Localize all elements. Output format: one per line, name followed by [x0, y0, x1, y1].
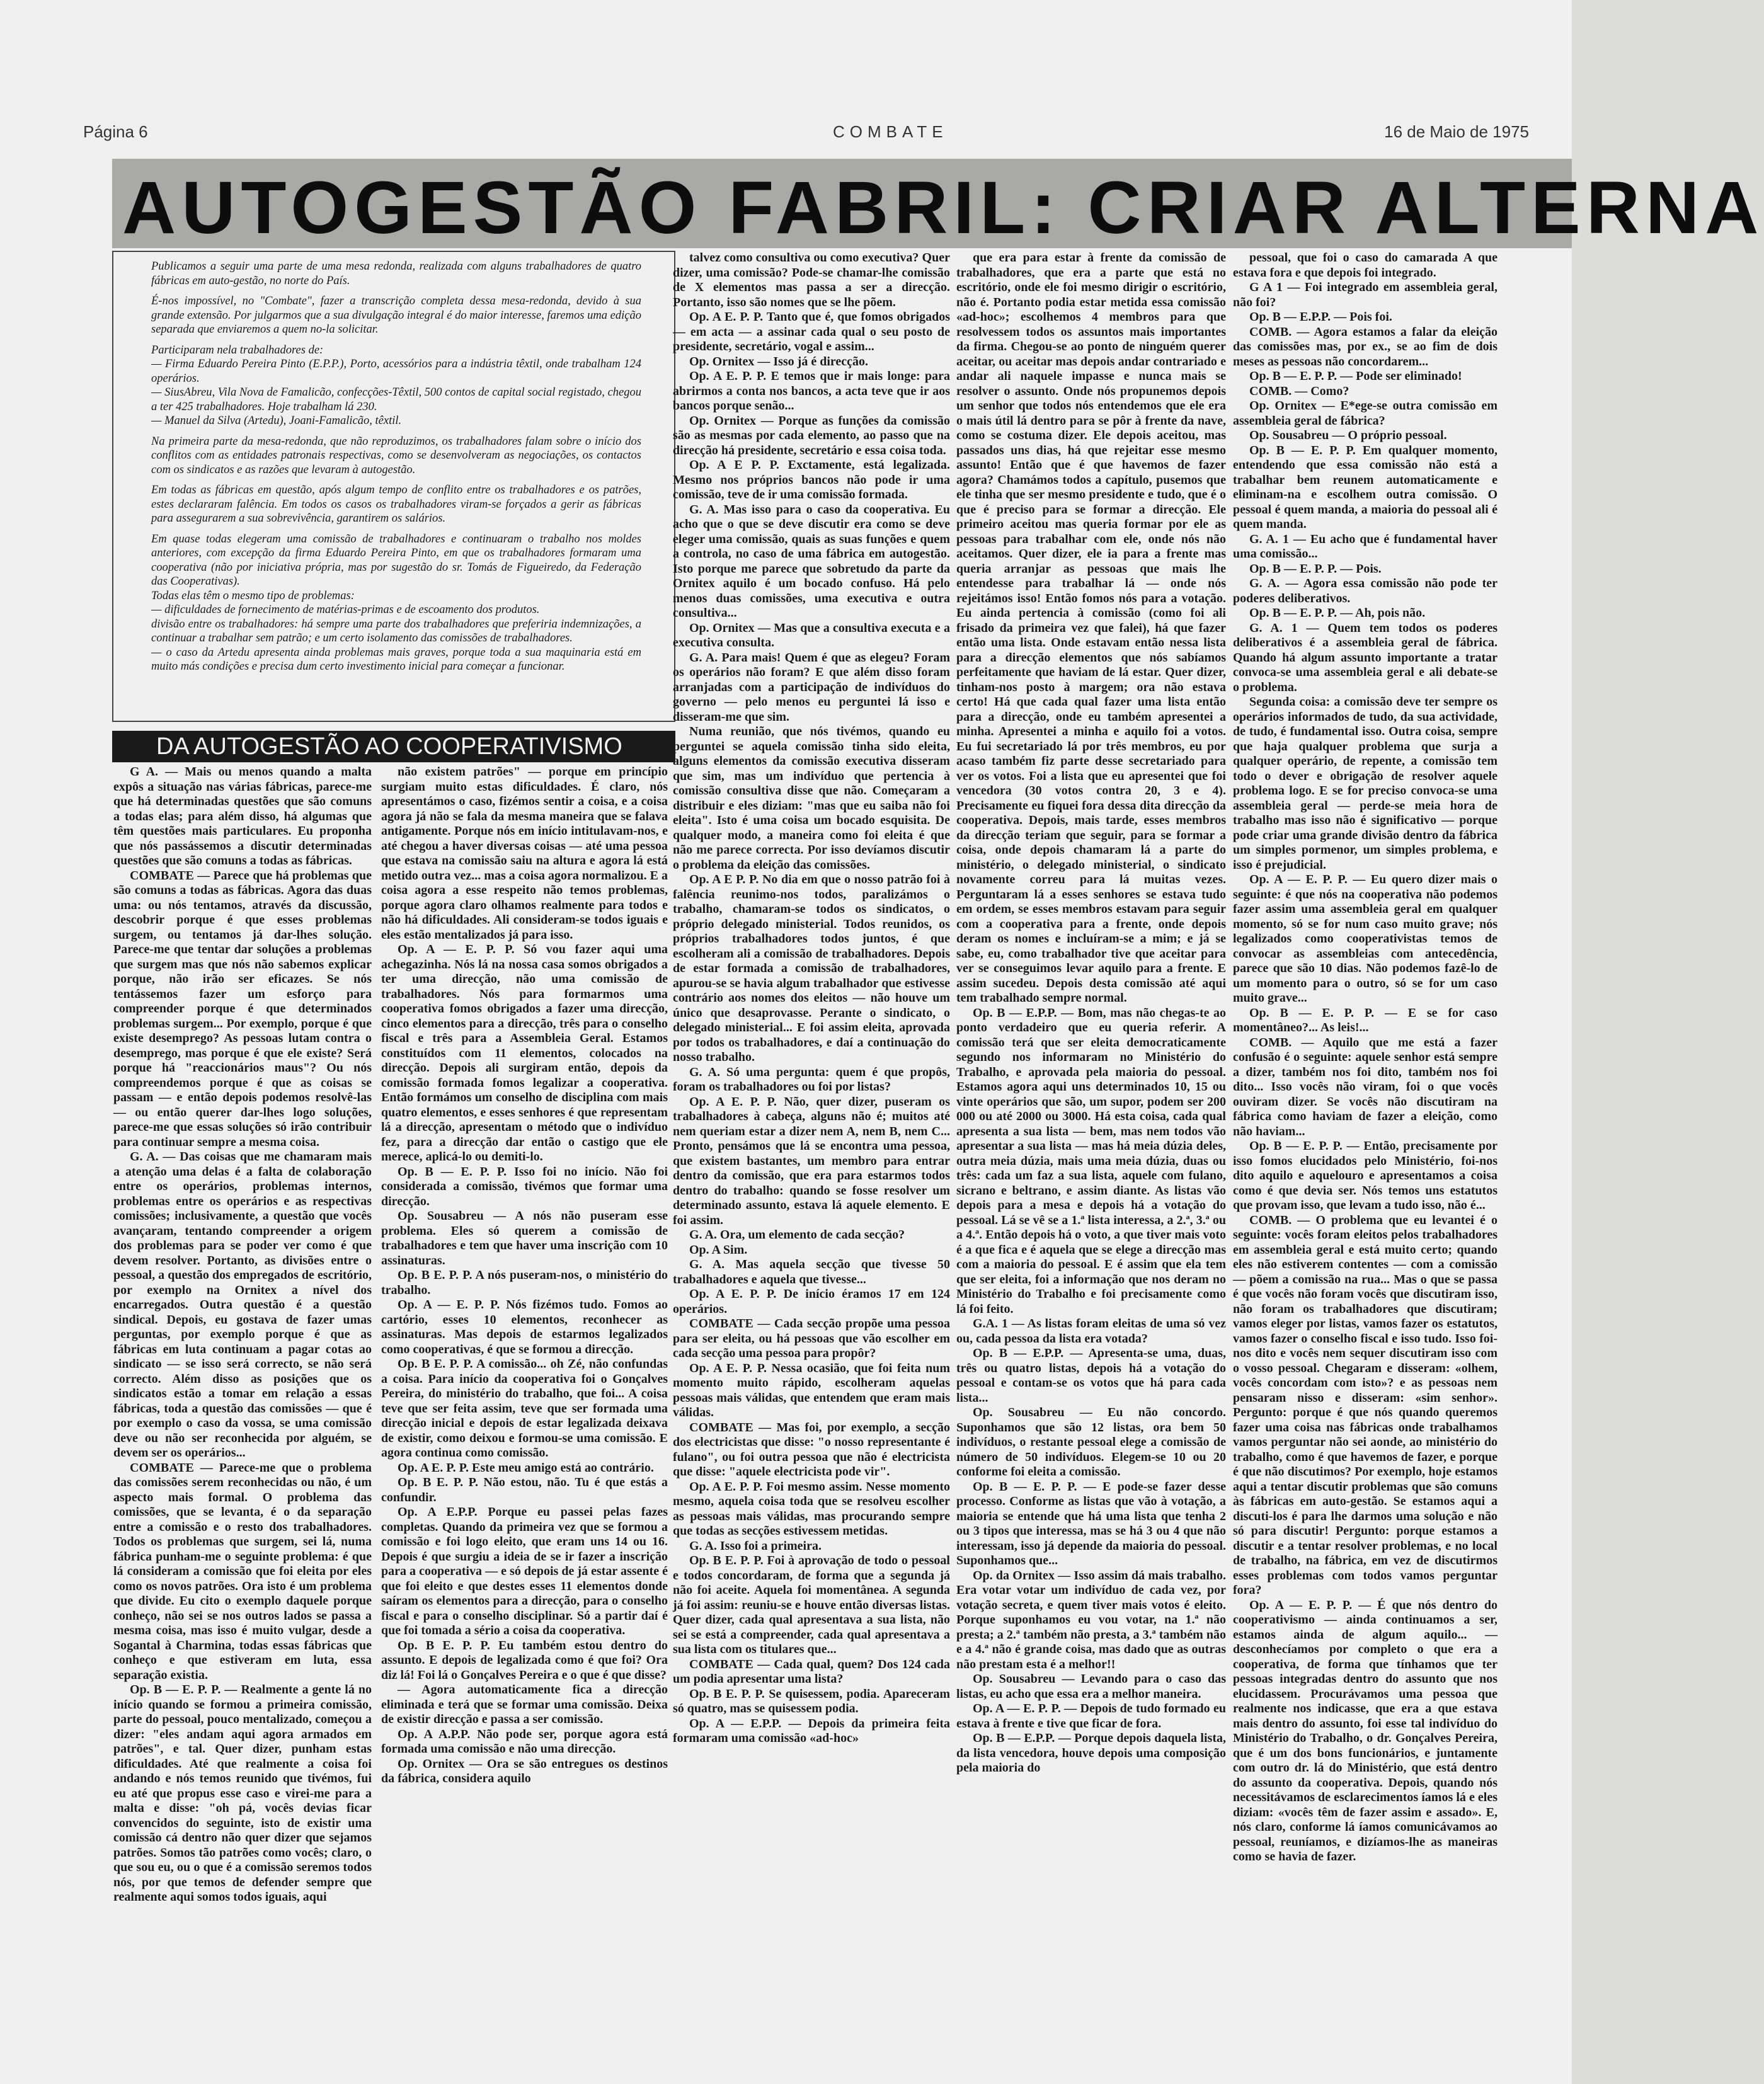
article-paragraph: G A 1 — Foi integrado em assembleia geral, não foi? — [1233, 280, 1498, 309]
intro-paragraph: — SiusAbreu, Vila Nova de Famalicão, confecções-Têxtil, 500 contos de capital social registado, chegou a ter 425 trabalhadores. Hoje trabalham lá 230. — [151, 386, 641, 413]
article-paragraph: Op. Ornitex — Porque as funções da comissão são as mesmas por cada elemento, ao passo que na direcção há presidente, secretário e essa coisa toda. — [673, 413, 950, 457]
article-paragraph: Op. A — E.P.P. — Depois da primeira feita formaram uma comissão «ad-hoc» — [673, 1716, 950, 1745]
intro-box — [112, 251, 675, 722]
article-paragraph: G. A. Ora, um elemento de cada secção? — [689, 1228, 905, 1242]
article-paragraph: Op. B E. P. P. A comissão... oh Zé, não confundas a coisa. Para início da cooperativa foi o Gonçalves Pereira, do ministério do trabalho, que foi... A coisa teve que ser feita assim, teve que ser formada uma direcção inicial e depois de estar legalizada deixava de existir, como deixou e formou-se uma comissão. E agora continua como comissão. — [381, 1357, 668, 1460]
article-column-5 — [1233, 251, 1498, 2027]
intro-paragraph: É-nos impossível, no "Combate", fazer a transcrição completa dessa mesa-redonda, devido à sua grande extensão. Por julgarmos que a sua divulgação integral é do maior interesse, faremos uma edição separada que enviaremos a quem no-la solicitar. — [151, 295, 641, 336]
article-paragraph: Op. Sousabreu — Levando para o caso das listas, eu acho que essa era a melhor maneira. — [956, 1672, 1226, 1701]
running-header — [83, 118, 1554, 144]
intro-paragraph: — o caso da Artedu apresenta ainda problemas mais graves, porque toda a sua maquinaria está em muito más condições e precisa dum certo investimento inicial para começar a funcionar. — [151, 646, 641, 673]
intro-paragraph: Na primeira parte da mesa-redonda, que não reproduzimos, os trabalhadores falam sobre o início dos conflitos com as entidades patronais respectivas, como se desenvolveram as negociações, os contactos com os sindicatos e as razões que levaram à autogestão. — [151, 435, 641, 476]
article-paragraph: Op. da Ornitex — Isso assim dá mais trabalho. Era votar votar um indivíduo de cada vez, por votação secreta, e quem tiver mais votos é eleito. Porque suponhamos eu vou votar, na 1.ª não presta; a 2.ª também não presta, a 3.ª também não e a 4.ª não é grande coisa, mas dado que as outras não prestam esta é a melhor!! — [956, 1568, 1226, 1671]
article-paragraph: G. A. Mas isso para o caso da cooperativa. Eu acho que o que se deve discutir era como se deve eleger uma comissão, quais as suas funções e quem a controla, no caso de uma fábrica em autogestão. Isto porque me parece que sobretudo da parte da Ornitex aquilo é um bocado confuso. Há pelo menos duas comissões, uma executiva e outra consultiva... — [673, 502, 950, 620]
article-paragraph: Op. Ornitex — Ora se são entregues os destinos da fábrica, considera aquilo — [381, 1756, 668, 1785]
article-paragraph: Segunda coisa: a comissão deve ter sempre os operários informados de tudo, da sua actividade, de tudo, é fundamental isso. Outra coisa, sempre que haja qualquer problema que surja a qualquer operário, de repente, a comissão tem todo o dever e obrigação de resolver aquele problema logo. E se for preciso convoca-se uma assembleia geral — perde-se meia hora de trabalho mas isso não é significativo — porque pode criar uma grande divisão dentro da fábrica um simples pormenor, um simples problema, e isso é prejudicial. — [1233, 695, 1498, 872]
section-heading: DA AUTOGESTÃO AO COOPERATIVISMO — [112, 731, 675, 762]
article-paragraph: Op. B — E. P. P. — Ah, pois não. — [1249, 606, 1426, 620]
article-paragraph: Op. B E. P. P. A nós puseram-nos, o ministério do trabalho. — [381, 1268, 668, 1297]
article-paragraph: Op. A A.P.P. Não pode ser, porque agora está formada uma comissão e não uma direcção. — [381, 1727, 668, 1756]
article-paragraph: G.A. 1 — As listas foram eleitas de uma só vez ou, cada pessoa da lista era votada? — [956, 1317, 1226, 1346]
article-paragraph: Op. A — E. P. P. — Eu quero dizer mais o seguinte: é que nós na cooperativa não podemos fazer assim uma assembleia geral em qualquer momento, só se for num caso muito grave; nós legalizados como cooperativistas temos de convocar as assembleias com antecedência, parece que são 10 dias. Não podemos fazê-lo de um momento para o outro, só se for um caso muito grave... — [1233, 873, 1498, 1005]
article-paragraph: Op. Ornitex — Isso já é direcção. — [689, 354, 869, 369]
article-paragraph: G. A. 1 — Quem tem todos os poderes deliberativos é a assembleia geral de fábrica. Quando há algum assunto importante a tratar convoca-se uma assembleia geral e ali debate-se o problema. — [1233, 621, 1498, 694]
article-paragraph: COMB. — Como? — [1249, 384, 1349, 398]
article-paragraph: Op. B — E. P. P. Isso foi no início. Não foi considerada a comissão, tivémos que formar uma direcção. — [381, 1164, 668, 1208]
article-paragraph: Op. B — E. P. P. — E pode-se fazer desse processo. Conforme as listas que vão à votação, a maioria se entende que há uma lista que tenha 2 ou 3 tipos que interessa, mas se há 3 ou 4 que não interessam, isso já depende da maioria do pessoal. Suponhamos que... — [956, 1479, 1226, 1567]
article-paragraph: Op. A E. P. P. E temos que ir mais longe: para abrirmos a conta nos bancos, a acta teve que ir aos bancos porque senão... — [673, 369, 950, 413]
article-paragraph: Op. B — E. P. P. — Pode ser eliminado! — [1249, 369, 1462, 383]
article-paragraph: Op. Sousabreu — O próprio pessoal. — [1249, 428, 1447, 442]
intro-paragraph: Em todas as fábricas em questão, após algum tempo de conflito entre os trabalhadores e os patrões, estes declararam falência. Em todos os casos os trabalhadores viram-se forçados a gerir as fábricas para assegurarem a sua sobrevivência, garantirem os salários. — [151, 484, 641, 525]
article-paragraph: Op. B — E. P. P. Em qualquer momento, entendendo que essa comissão não está a trabalhar bem reunem automaticamente e eliminam-na e escolhem outra comissão. O pessoal é quem manda, a maioria do pessoal ali é quem manda. — [1233, 443, 1498, 531]
article-paragraph: Op. B — E. P. P. — Realmente a gente lá no início quando se formou a primeira comissão, parte do pessoal, pouco mentalizado, começou a dizer: "eles andam aqui agora armados em patrões", e tal. Quer dizer, punham estas dificuldades. Até que realmente a coisa foi andando e nós temos reunido que tivémos, fui eu até que propus esse caso e virei-me para a malta e disse: "oh pá, vocês devias ficar convencidos do seguinte, isto de existir uma comissão cá dentro não quer dizer que sejamos patrões. Somos tão patrões como vocês; claro, o que sou eu, ou o que é a comissão seremos todos nós, por que temos de defender sempre que realmente aqui somos todos iguais, aqui — [113, 1683, 372, 1904]
article-column-1 — [113, 765, 372, 2025]
article-paragraph: G. A. Só uma pergunta: quem é que propôs, foram os trabalhadores ou foi por listas? — [673, 1065, 950, 1094]
article-paragraph: Op. A E. P. P. Este meu amigo está ao contrário. — [398, 1460, 654, 1475]
page-number: Página 6 — [83, 122, 148, 141]
article-paragraph: Op. B — E. P. P. — Pois. — [1249, 561, 1382, 576]
article-paragraph: G. A. — Das coisas que me chamaram mais a atenção uma delas é a falta de colaboração entre os operários, problemas internos, problemas entre os operários e as respectivas comissões; inclusivamente, a questão que vocês avançaram, tentando compreender a origem dos problemas para se poder ver como é que devem resolver. Portanto, as divisões entre o pessoal, a questão dos empregados de escritório, por exemplo na Ornitex a nível dos encarregados. Outra questão é a questão sindical. Depois, eu gostava de fazer umas perguntas, por exemplo porque é que as fábricas em luta continuam a pagar cotas ao sindicato — se isso será correcto, se não será correcto. Além disso as posições que os sindicatos estão a tomar em relação a essas fábricas, toda a questão das comissões — que é por exemplo o caso da vossa, se uma comissão deve ou não ser reconhecida por alguém, se devem ser os operários... — [113, 1150, 372, 1460]
article-paragraph: COMB. — Agora estamos a falar da eleição das comissões mas, por ex., se ao fim de dois meses as pessoas não concordarem... — [1233, 324, 1498, 369]
article-paragraph: Op. Ornitex — E*ege-se outra comissão em assembleia geral de fábrica? — [1233, 399, 1498, 428]
article-paragraph: que era para estar à frente da comissão de trabalhadores, que era a parte que está no escritório, onde ele foi mesmo dirigir o escritório, não é. Portanto podia estar metida essa comissão «ad-hoc»; escolhemos 4 membros para que resolvessem todos os assuntos mais importantes da firma. Chegou-se ao ponto de ninguém querer aceitar, ou aceitar mas depois andar contrariado e andar ali naquele impasse e nunca mais se resolver o assunto. Onde nós propunemos depois um senhor que todos nós entendemos que ele era o mais útil lá dentro para se pôr à frente da nave, como se costuma dizer. Ele depois aceitou, mas passados uns dias, há que rejeitar esse mesmo assunto! Então que é que havemos de fazer agora? Chamámos todos a capítulo, pusemos que ele tinha que ser mesmo presidente e tudo, que é o que é preciso para se formar a direcção. Ele primeiro aceitou mas queria formar por ele as pessoas para trabalhar com ele, onde nós não aceitamos. Quer dizer, ele ia para a frente mas queria arranjar as pessoas que mais lhe entendesse para trabalhar lá — onde nós rejeitámos isso! Então fomos nós para a votação. Eu ainda pertencia à comissão (como foi ali frisado da primeira vez que falei), há que fazer então uma lista. Onde estavam então nessa lista para a direcção elementos que nós sabíamos perfeitamente que haviam de lá estar. Quer dizer, tinham-nos posto à margem; ora não estava certo! Há que cada qual fazer uma lista então para a direcção, onde eu também apresentei a minha. Apresentei a minha e aquilo foi a votos. Eu fui secretariado lá por três membros, eu por acaso também fiz parte desse secretariado para ver os votos. Foi a lista que eu apresentei que foi vencedora (30 votos contra 20, 3 e 4). Precisamente eu fiquei fora dessa dita direcção da cooperativa. Depois, mais tarde, esses membros da direcção teriam que seguir, para se formar a coisa, onde depois chamaram lá a parte do ministério, o delegado ministerial, o sindicato novamente correu para lá muitas vezes. Perguntaram lá a esses senhores se estava tudo em ordem, se esses membros estavam para seguir com a cooperativa para a frente, onde depois deram os nomes e incluíram-se a mim; e já se sabe, eu, como trabalhador tive que aceitar para ver se conseguimos levar aquilo para a frente. E assim sucedeu. Depois desta comissão até aqui tem trabalhado sempre normal. — [956, 251, 1226, 1005]
masthead: COMBATE — [833, 122, 948, 141]
article-column-3 — [673, 251, 950, 2027]
article-paragraph: pessoal, que foi o caso do camarada A que estava fora e que depois foi integrado. — [1233, 251, 1498, 280]
article-paragraph: Op. B — E. P. P. — E se for caso momentâneo?... As leis!... — [1233, 1005, 1498, 1034]
article-paragraph: Op. B — E.P.P. — Pois foi. — [1249, 310, 1392, 324]
intro-paragraph: — Firma Eduardo Pereira Pinto (E.P.P.), Porto, acessórios para a indústria têxtil, onde trabalham 124 operários. — [151, 358, 641, 385]
article-paragraph: Op. B E. P. P. Foi à aprovação de todo o pessoal e todos concordaram, de forma que a segunda já não foi aceite. Aquela foi momentânea. A segunda já foi assim: reuniu-se e houve então diversas listas. Quer dizer, cada qual apresentava a sua lista, não sei se está a compreender, cada qual apresentava a sua lista com os titulares que... — [673, 1554, 950, 1656]
article-paragraph: G A. — Mais ou menos quando a malta expôs a situação nas várias fábricas, parece-me que há determinadas questões que são comuns a todas elas; para além disso, há algumas que têm questões mais particulares. Eu proponha que nós passássemos a discutir determinadas questões que são comuns a todas as fábricas. — [113, 765, 372, 867]
article-paragraph: Op. A E. P. P. Não, quer dizer, puseram os trabalhadores à cabeça, alguns não é; muitos até nem queriam estar a dizer nem A, nem B, nem C... Pronto, pensámos que lá se encontra uma pessoa, que existem bastantes, um membro para entrar dentro da comissão, que era para estarmos todos dentro do trabalho: quando se fosse resolver um determinado assunto, estava lá aquele elemento. E foi assim. — [673, 1094, 950, 1227]
article-paragraph: COMBATE — Parece que há problemas que são comuns a todas as fábricas. Agora das duas uma: ou nós tentamos, através da discussão, descobrir porque é que esses problemas surgem, ou tentamos já dar-lhes solução. Parece-me que tentar dar soluções a problemas que surgem mas que nós não sabemos explicar porque, não irão ser eficazes. Se nós tentássemos fazer um esforço para compreender porque é que determinados problemas surgem... Por exemplo, porque é que existe desemprego? As pessoas lutam contra o desemprego, mas porque é que ele existe? Será porque há "reaccionários maus"? Ou nós compreendemos porque é que as coisas se passam — e então depois podemos resolvê-las — ou então querer dar-lhes logo soluções, parece-me que essas soluções só irão contribuir para continuar sempre a mesma coisa. — [113, 868, 372, 1149]
article-paragraph: Op. Ornitex — Mas que a consultiva executa e a executiva consulta. — [673, 621, 950, 650]
article-paragraph: G. A. 1 — Eu acho que é fundamental haver uma comissão... — [1233, 532, 1498, 561]
article-paragraph: Op. A E. P. P. Nessa ocasião, que foi feita num momento muito rápido, escolheram aquelas pessoas mais válidas, que entendem que eram mais válidas. — [673, 1361, 950, 1419]
article-paragraph: Op. B — E.P.P. — Apresenta-se uma, duas, três ou quatro listas, depois há a votação do pessoal e contam-se os votos que há para cada lista... — [956, 1346, 1226, 1405]
article-paragraph: Op. B — E.P.P. — Bom, mas não chegas-te ao ponto verdadeiro que eu queria referir. A comissão terá que ser eleita democraticamente segundo nos informaram no Ministério do Trabalho, e aprovada pela maioria do pessoal. Estamos agora aqui uns determinados 10, 15 ou vinte operários que são, um supor, podem ser 200 000 ou até 2000 ou 3000. Há esta coisa, cada qual apresenta a sua lista — bem, mas nem todos vão apresentar a sua lista — mas há meia dúzia deles, outra meia dúzia, mais uma meia dúzia, duas ou três: cada um faz a sua lista, aquele com fulano, sicrano e beltrano, e assim diante. As listas vão depois para a mesa e depois há a votação do pessoal. Lá se vê se a 1.ª lista interessa, a 2.ª, 3.ª ou a 4.ª. Então depois há o voto, a que tiver mais voto é a que fica e é aquela que se elege a direcção mas com a maioria do pessoal. E é assim que ela tem que ser eleita, foi a informação que nos deram no Ministério do Trabalho e foi precisamente como lá foi feito. — [956, 1005, 1226, 1316]
intro-paragraph: — Manuel da Silva (Artedu), Joani-Famalicão, têxtil. — [151, 415, 402, 427]
article-paragraph: — Agora automaticamente fica a direcção eliminada e terá que se formar uma comissão. Deixa de existir direcção e passa a ser comissão. — [381, 1683, 668, 1726]
article-paragraph: Op. A E. P. P. Tanto que é, que fomos obrigados — em acta — a assinar cada qual o seu posto de presidente, secretário, vogal e assim... — [673, 310, 950, 353]
article-paragraph: G. A. Isso foi a primeira. — [689, 1538, 822, 1553]
article-paragraph: COMB. — Aquilo que me está a fazer confusão é o seguinte: aquele senhor está sempre a dizer, também nos foi dito, também nos foi dito... Isso vocês não viram, foi o que vocês ouviram dizer. Se vocês não discutiram na fábrica como haviam de fazer a eleição, como não haviam... — [1233, 1035, 1498, 1138]
article-paragraph: talvez como consultiva ou como executiva? Quer dizer, uma comissão? Pode-se chamar-lhe comissão de X elementos mas passa a ser a direcção. Portanto, isso são nomes que se lhe põem. — [673, 251, 950, 309]
article-paragraph: G. A. Para mais! Quem é que as elegeu? Foram os operários não foram? E que além disso foram arranjadas com a participação de indivíduos do governo — pelo menos eu perguntei lá isso e disseram-me que sim. — [673, 650, 950, 724]
intro-paragraph: divisão entre os trabalhadores: há sempre uma parte dos trabalhadores que preferiria indemnizações, a continuar a trabalhar sem patrão; e um certo isolamento das comissões de trabalhadores. — [151, 617, 641, 644]
article-column-2 — [381, 765, 668, 2025]
article-paragraph: não existem patrões" — porque em princípio surgiam muito estas dificuldades. É claro, nós apresentámos o caso, fizémos sentir a coisa, e a coisa agora já não se fala da mesma maneira que se falava antigamente. Porque nós em início intitulavam-nos, e até chegou a haver diversas coisas — até uma pessoa que estava na comissão saiu na altura e agora lá está metido outra vez... mas a coisa agora normalizou. E a coisa agora a esse respeito não temos problemas, porque agora claro olhamos realmente para todos e não há dificuldades. Ali consideram-se todos iguais e eles estão mentalizados já para isso. — [381, 765, 668, 942]
article-paragraph: Op. B E. P. P. Eu também estou dentro do assunto. E depois de legalizada como é que foi? Ora diz lá! Foi lá o Gonçalves Pereira e o que é que disse? — [381, 1638, 668, 1682]
article-paragraph: G. A. Mas aquela secção que tivesse 50 trabalhadores e aquela que tivesse... — [673, 1257, 950, 1286]
article-paragraph: Op. A E P. P. No dia em que o nosso patrão foi à falência reunimo-nos todos, paralizámos o trabalho, chamaram-se todos os sindicatos, o próprio delegado ministerial. Todos reunidos, os próprios trabalhadores todos juntos, é que escolheram ali a comissão de trabalhadores. Depois de estar formada a comissão de trabalhadores, apurou-se se havia algum trabalhador que estivesse contrário aos nomes dos eleitos — não houve um único que desaprovasse. Perante o sindicato, o delegado ministerial... E foi assim eleita, aprovada por todos os trabalhadores, e daí a continuação do nosso trabalho. — [673, 873, 950, 1064]
article-paragraph: Op. A — E. P. P. — É que nós dentro do cooperativismo — ainda continuamos a ser, estamos ainda de algum aquilo... — desconhecíamos por completo o que era a cooperativa, de forma que tínhamos que ter pessoas integradas dentro do assunto que nos elucidassem. Procurávamos uma pessoa que realmente nos indicasse, que era a que estava mais dentro do assunto, foi esse tal indivíduo do Ministério do Trabalho, o dr. Gonçalves Pereira, que é um dos bons funcionários, e juntamente com outro dr. lá do Ministério, que está dentro do assunto da cooperativa. Depois, quando nós necessitávamos de esclarecimentos íamos lá e eles diziam: «vocês têm de fazer assim e assado». E, nós claro, conforme lá íamos comunicávamos ao pessoal, reuníamos, e dizíamos-lhe as maneiras como se havia de fazer. — [1233, 1598, 1498, 1864]
article-paragraph: Op. A — E. P. P. Só vou fazer aqui uma achegazinha. Nós lá na nossa casa somos obrigados a ter uma direcção, não uma comissão de trabalhadores. Nós para formarmos uma cooperativa fomos obrigados a fazer uma direcção, cinco elementos para a direcção, três para o conselho fiscal e três para a Assembleia Geral. Estamos constituídos com 11 elementos, colocados na direcção. Depois ali surgiram então, depois da comissão formada fomos legalizar a cooperativa. Então formámos um conselho de disciplina com mais quatro elementos, e esses senhores é que representam lá a direcção, apresentam o método que o indivíduo fez, para a direcção dar então o castigo que ele merece, aplicá-lo ou demiti-lo. — [381, 942, 668, 1164]
article-paragraph: Op. A E. P. P. Foi mesmo assim. Nesse momento mesmo, aquela coisa toda que se resolveu escolher as pessoas mais válidas, mas procurando sempre que todas as secções estivessem metidas. — [673, 1479, 950, 1538]
intro-paragraph: Em quase todas elegeram uma comissão de trabalhadores e continuaram o trabalho nos moldes anteriores, com excepção da firma Eduardo Pereira Pinto, em que os trabalhadores formaram uma cooperativa (não por iniciativa própria, mas por sugestão do sr. Tomás de Figueiredo, da Federação das Cooperativas). — [151, 532, 641, 588]
article-paragraph: COMBATE — Cada secção propõe uma pessoa para ser eleita, ou há pessoas que vão escolher em cada secção uma pessoa para propôr? — [673, 1317, 950, 1360]
article-paragraph: Numa reunião, que nós tivémos, quando eu perguntei se aquela comissão tinha sido eleita, alguns elementos da comissão executiva disseram que sim, mas um indivíduo que pertencia à comissão consultiva disse que não. Começaram a distribuir e eles diziam: "mas que eu saiba não foi eleita". Isto é uma coisa um bocado esquisita. De qualquer modo, a maneira como foi eleita é que não me parece correcta. Por isso devíamos discutir o problema da eleição das comissões. — [673, 724, 950, 872]
article-paragraph: Op. B — E. P. P. — Então, precisamente por isso fomos elucidados pelo Ministério, foi-nos dito aquilo e aquelouro e apresentamos a coisa como é que devia ser. Nós temos uns estatutos que provam isso, que levam a tudo isso, não é... — [1233, 1139, 1498, 1212]
article-paragraph: COMBATE — Cada qual, quem? Dos 124 cada um podia apresentar uma lista? — [673, 1657, 950, 1686]
intro-paragraph: Todas elas têm o mesmo tipo de problemas: — [151, 589, 355, 602]
article-paragraph: Op. Sousabreu — Eu não concordo. Suponhamos que são 12 listas, ora bem 50 indivíduos, o restante pessoal elege a comissão de número de 50 indivíduos. Elegem-se 10 ou 20 conforme foi eleita a comissão. — [956, 1406, 1226, 1479]
article-paragraph: Op. A E. P. P. De início éramos 17 em 124 operários. — [673, 1287, 950, 1316]
article-paragraph: Op. Sousabreu — A nós não puseram esse problema. Eles só querem a comissão de trabalhadores e tem que haver uma inscrição com 10 assinaturas. — [381, 1209, 668, 1268]
article-paragraph: Op. A — E. P. P. — Depois de tudo formado eu estava à frente e tive que ficar de fora. — [956, 1702, 1226, 1731]
intro-paragraph: — dificuldades de fornecimento de matérias-primas e de escoamento dos produtos. — [151, 604, 540, 616]
intro-paragraph: Publicamos a seguir uma parte de uma mesa redonda, realizada com alguns trabalhadores de quatro fábricas em auto-gestão, no norte do País. — [151, 260, 641, 287]
article-paragraph: Op. A — E. P. P. Nós fizémos tudo. Fomos ao cartório, esses 10 elementos, reconhecer as assinaturas. Mas depois de estarmos legalizados como cooperativas, é que se formou a direcção. — [381, 1298, 668, 1356]
article-paragraph: COMBATE — Mas foi, por exemplo, a secção dos electricistas que disse: "o nosso representante é fulano", ou foi outra pessoa que não é electricista que disse: "aquele electricista pode vir". — [673, 1420, 950, 1479]
article-paragraph: Op. B E. P. P. Não estou, não. Tu é que estás a confundir. — [381, 1475, 668, 1504]
headline: AUTOGESTÃO FABRIL: CRIAR ALTERNA — [122, 166, 1764, 249]
article-paragraph: Op. A E P. P. Exctamente, está legalizada. Mesmo nos próprios bancos não pode ir uma comissão, teve de ir uma comissão formada. — [673, 458, 950, 501]
article-paragraph: Op. B — E.P.P. — Porque depois daquela lista, da lista vencedora, houve depois uma composição pela maioria do — [956, 1731, 1226, 1775]
intro-paragraph: Participaram nela trabalhadores de: — [151, 343, 324, 357]
headline-banner — [112, 159, 1764, 249]
article-paragraph: COMB. — O problema que eu levantei é o seguinte: vocês foram eleitos pelos trabalhadores em assembleia geral e está muito certo; quando eles não estiverem contentes — com a comissão — põem a comissão na rua... Mas o que se passa é que vocês não foram vocês que discutiram isso, não foram os trabalhadores que discutiram; vamos eleger por listas, vamos fazer os estatutos, vamos fazer o conselho fiscal e isso tudo. Isso foi-nos dito e vocês nem sequer discutiram isso com o vosso pessoal. Chegaram e disseram: «olhem, vocês concordam com isto»? e as pessoas nem pensaram nisso e disseram: «sim senhor». Pergunto: porque é que nós quando queremos fazer uma coisa nas fábricas onde trabalhamos vamos perguntar não sei aonde, ao ministério do trabalho, como é que havemos de fazer, e porque é que não discutimos? Por exemplo, hoje estamos aqui a tentar discutir problemas que são comuns às fábricas em auto-gestão. Se estamos aqui a discuti-los é para lhe darmos uma solução e não só para discutir! Pergunto: porque estamos a discutir e a tentar resolver problemas, e no local de trabalho, na fábrica, em vez de discutirmos esses problemas com todos vamos perguntar fora? — [1233, 1213, 1498, 1597]
article-paragraph: COMBATE — Parece-me que o problema das comissões serem reconhecidas ou não, é um aspecto mais formal. O problema das comissões, que se levanta, é o da separação entre a comissão e o resto dos trabalhadores. Todos os problemas que surgem, sei lá, numa fábrica punham-me o seguinte problema: é que lá consideram a comissão que foi eleita por eles como os novos patrões. Ora isto é um problema que divide. Eu cito o exemplo daquele porque conheço, não sei se nos outros lados se passa a mesma coisa, mas isso é muito vulgar, desde a Sogantal à Charmina, todas essas fábricas que conheço e que estiveram em luta, essa separação existia. — [113, 1460, 372, 1682]
article-paragraph: G. A. — Agora essa comissão não pode ter poderes deliberativos. — [1233, 576, 1498, 605]
issue-date: 16 de Maio de 1975 — [1384, 122, 1529, 141]
article-paragraph: Op. B E. P. P. Se quisessem, podia. Apareceram só quatro, mas se quisessem podia. — [673, 1686, 950, 1715]
article-paragraph: Op. A E.P.P. Porque eu passei pelas fazes completas. Quando da primeira vez que se formou a comissão e foi logo eleito, que eram uns 14 ou 16. Depois é que surgiu a ideia de se ir fazer a inscrição para a cooperativa — e só depois de já estar assente é que foi eleito e que destes esses 11 elementos donde saíram os elementos para a direcção, para o conselho fiscal e para o conselho disciplinar. Só a partir daí é que foi tomada a sério a coisa da cooperativa. — [381, 1505, 668, 1637]
article-column-4 — [956, 251, 1226, 2027]
article-paragraph: Op. A Sim. — [689, 1242, 748, 1257]
